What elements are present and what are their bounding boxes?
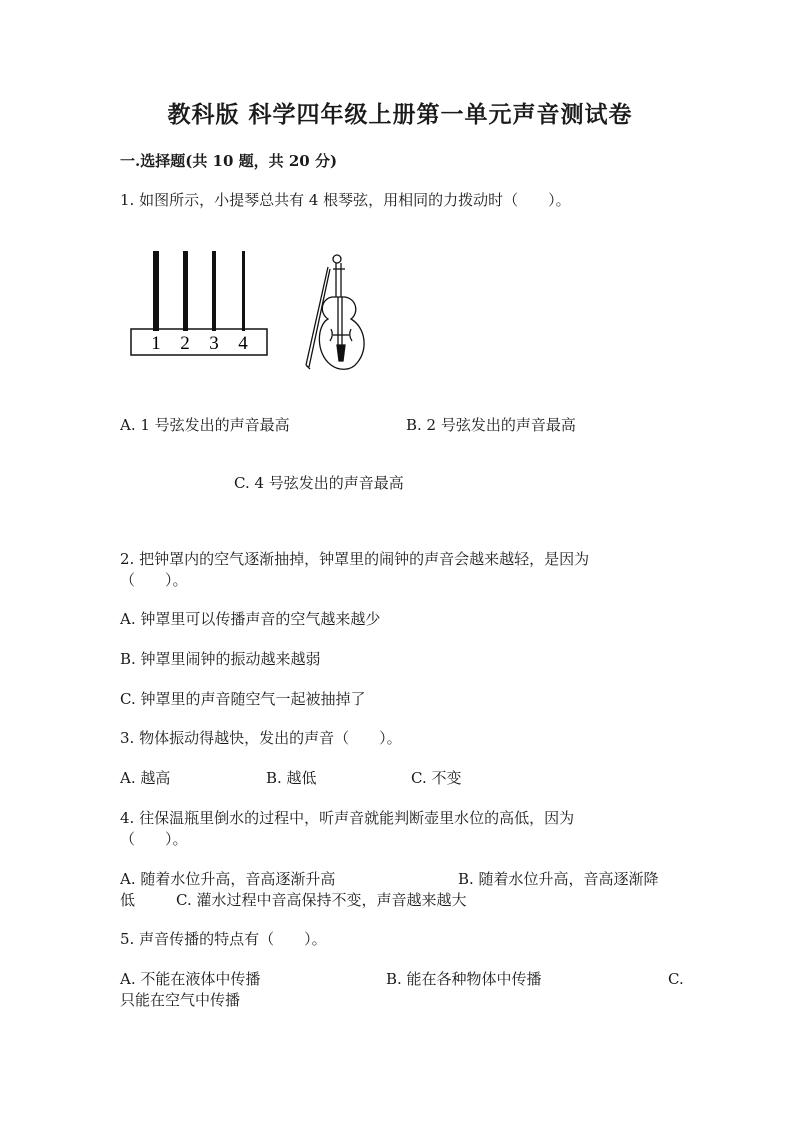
- question-1-stem: 1. 如图所示，小提琴总共有 4 根琴弦，用相同的力拨动时（ ）。: [120, 191, 571, 209]
- q4-option-b-wrap: 低: [120, 891, 136, 909]
- q2-option-b: B. 钟罩里闹钟的振动越来越弱: [120, 650, 321, 668]
- question-2-stem-line2: （ ）。: [120, 571, 188, 589]
- question-2-stem-line1: 2. 把钟罩内的空气逐渐抽掉，钟罩里的闹钟的声音会越来越轻，是因为: [120, 550, 590, 568]
- q5-option-c: C.: [668, 970, 684, 988]
- question-1-figure: [125, 245, 375, 379]
- string-1: [153, 251, 159, 331]
- string-label-1: 1: [151, 333, 161, 354]
- q1-option-c: C. 4 号弦发出的声音最高: [234, 474, 404, 492]
- q4-option-a: A. 随着水位升高，音高逐渐升高: [120, 870, 336, 888]
- q1-option-b: B. 2 号弦发出的声音最高: [406, 416, 576, 434]
- string-label-2: 2: [180, 333, 190, 354]
- q1-option-a: A. 1 号弦发出的声音最高: [120, 416, 290, 434]
- q4-option-b: B. 随着水位升高，音高逐渐降: [458, 870, 659, 888]
- section-heading: 一.选择题(共 10 题，共 20 分): [120, 152, 338, 170]
- exam-title: 教科版 科学四年级上册第一单元声音测试卷: [167, 101, 633, 128]
- q5-option-b: B. 能在各种物体中传播: [386, 970, 542, 988]
- q4-option-c: C. 灌水过程中音高保持不变，声音越来越大: [176, 891, 467, 909]
- string-label-3: 3: [209, 333, 219, 354]
- q3-option-c: C. 不变: [411, 769, 462, 787]
- question-3-stem: 3. 物体振动得越快，发出的声音（ ）。: [120, 729, 402, 747]
- q2-option-a: A. 钟罩里可以传播声音的空气越来越少: [120, 610, 381, 628]
- string-4: [242, 251, 245, 331]
- question-4-stem-line1: 4. 往保温瓶里倒水的过程中，听声音就能判断壶里水位的高低，因为: [120, 809, 575, 827]
- q5-option-c-text: 只能在空气中传播: [120, 991, 241, 1009]
- string-3: [212, 251, 216, 331]
- q3-option-b: B. 越低: [266, 769, 317, 787]
- string-2: [183, 251, 188, 331]
- q2-option-c: C. 钟罩里的声音随空气一起被抽掉了: [120, 690, 366, 708]
- string-label-4: 4: [238, 333, 248, 354]
- q3-option-a: A. 越高: [120, 769, 171, 787]
- violin-icon: [306, 255, 364, 369]
- question-5-stem: 5. 声音传播的特点有（ ）。: [120, 930, 327, 948]
- q5-option-a: A. 不能在液体中传播: [120, 970, 261, 988]
- question-4-stem-line2: （ ）。: [120, 830, 188, 848]
- violin-strings-figure: [125, 245, 375, 375]
